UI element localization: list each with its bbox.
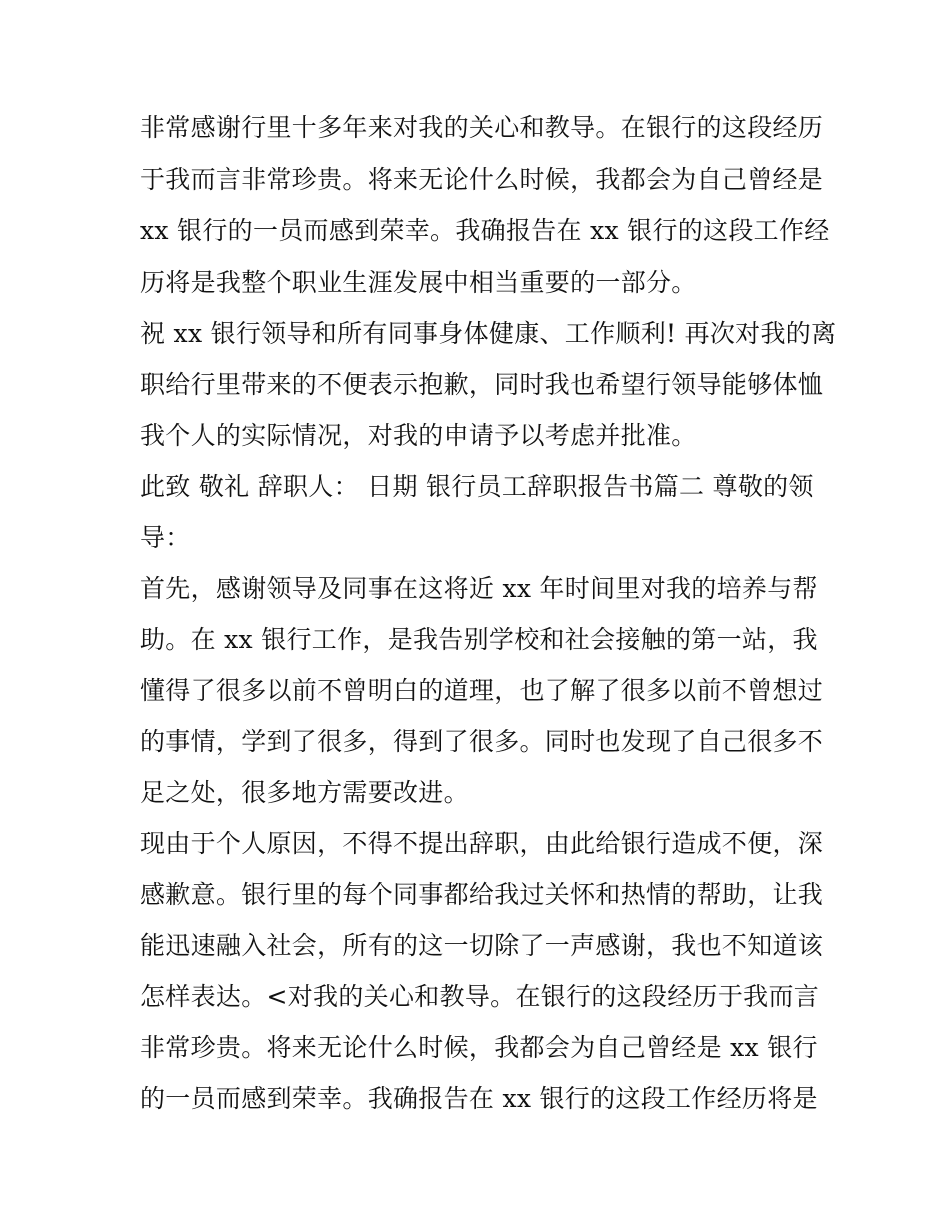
text-line: 助。在 xx 银行工作，是我告别学校和社会接触的第一站，我 [140,625,818,654]
text-line: 于我而言非常珍贵。将来无论什么时候，我都会为自己曾经是 [140,165,824,194]
text-line: 能迅速融入社会，所有的这一切除了一声感谢，我也不知道该 [140,931,824,960]
text-line: 历将是我整个职业生涯发展中相当重要的一部分。 [140,268,697,297]
text-line: 首先，感谢领导及同事在这将近 xx 年时间里对我的培养与帮 [140,574,818,603]
text-line: 导： [140,523,191,552]
text-line: 此致 敬礼 辞职人： 日期 银行员工辞职报告书篇二 尊敬的领 [140,472,814,501]
text-line: 感歉意。银行里的每个同事都给我过关怀和热情的帮助，让我 [140,880,824,909]
text-line: 非常感谢行里十多年来对我的关心和教导。在银行的这段经历 [140,113,824,142]
text-line: 懂得了很多以前不曾明白的道理，也了解了很多以前不曾想过 [140,676,824,705]
text-line: 怎样表达。<对我的关心和教导。在银行的这段经历于我而言 [140,982,820,1011]
text-line: 足之处，很多地方需要改进。 [140,778,469,807]
text-line: 现由于个人原因，不得不提出辞职，由此给银行造成不便，深 [140,829,824,858]
text-line: 的一员而感到荣幸。我确报告在 xx 银行的这段工作经历将是 [140,1084,818,1113]
text-line: 职给行里带来的不便表示抱歉，同时我也希望行领导能够体恤 [140,370,824,399]
text-line: 我个人的实际情况，对我的申请予以考虑并批准。 [140,421,697,450]
text-line: 的事情，学到了很多，得到了很多。同时也发现了自己很多不 [140,727,824,756]
text-line: xx 银行的一员而感到荣幸。我确报告在 xx 银行的这段工作经 [140,216,830,245]
text-line: 祝 xx 银行领导和所有同事身体健康、工作顺利! 再次对我的离 [140,319,837,348]
text-line: 非常珍贵。将来无论什么时候，我都会为自己曾经是 xx 银行 [140,1033,818,1062]
